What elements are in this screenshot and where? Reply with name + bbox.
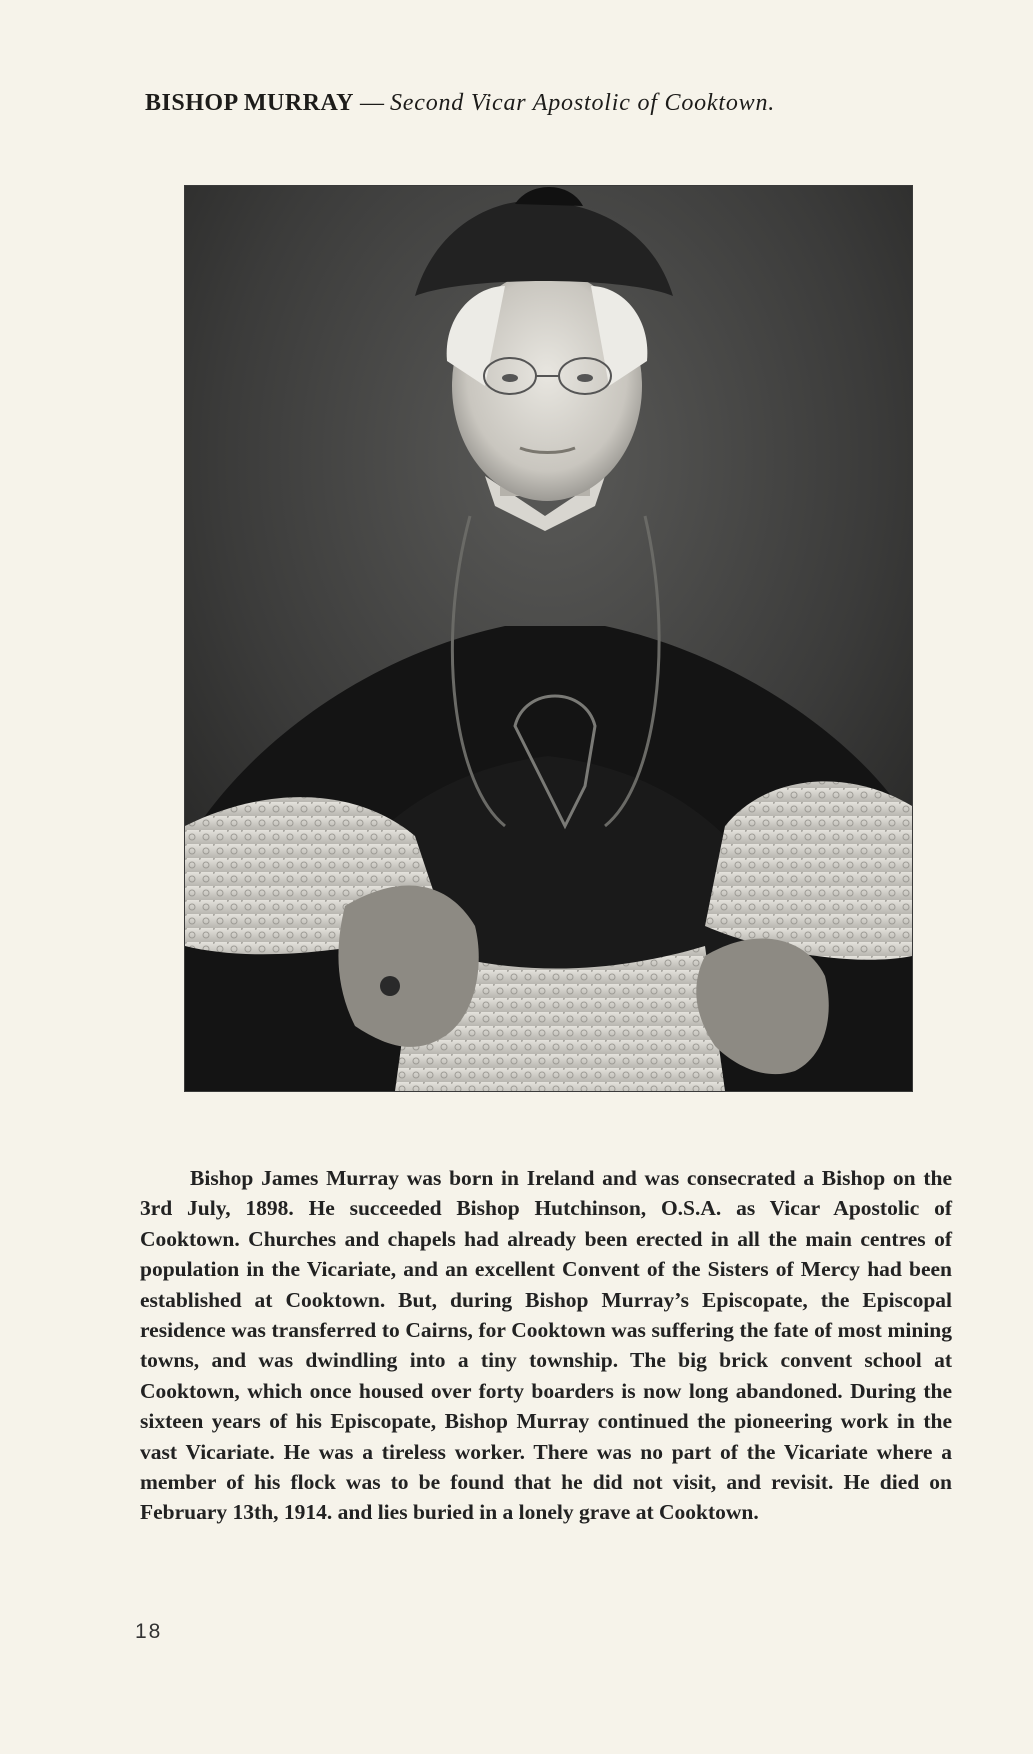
heading-dash: — <box>359 90 384 116</box>
heading-subtitle: Second Vicar Apostolic of Cooktown. <box>389 90 776 116</box>
page-heading <box>145 88 965 118</box>
portrait-photo <box>185 186 912 1091</box>
biography-paragraph: Bishop James Murray was born in Ireland and was consecrated a Bishop on the 3rd July, 1898. He succeeded Bishop Hutchinson, O.S.A. as Vicar Apostolic of Cooktown. Churches and chapels had already been erected in all the main centres of population in the Vicariate, and an excellent Convent of the Sisters of Mercy had been established at Cooktown. But, during Bishop Murray’s Episcopate, the Episcopal residence was transferred to Cairns, for Cooktown was suffering the fate of most mining towns, and was dwindling into a tiny township. The big brick convent school at Cooktown, which once housed over forty boarders is now long abandoned. During the sixteen years of his Episcopate, Bishop Murray continued the pioneering work in the vast Vicariate. He was a tireless worker. There was no part of the Vicariate where a member of his flock was to be found that he did not visit, and revisit. He died on February 13th, 1914. and lies buried in a lonely grave at Cooktown. <box>140 1166 952 1525</box>
heading-name: BISHOP MURRAY <box>145 90 354 116</box>
page-number: 18 <box>135 1620 163 1643</box>
portrait-illustration <box>185 186 912 1091</box>
